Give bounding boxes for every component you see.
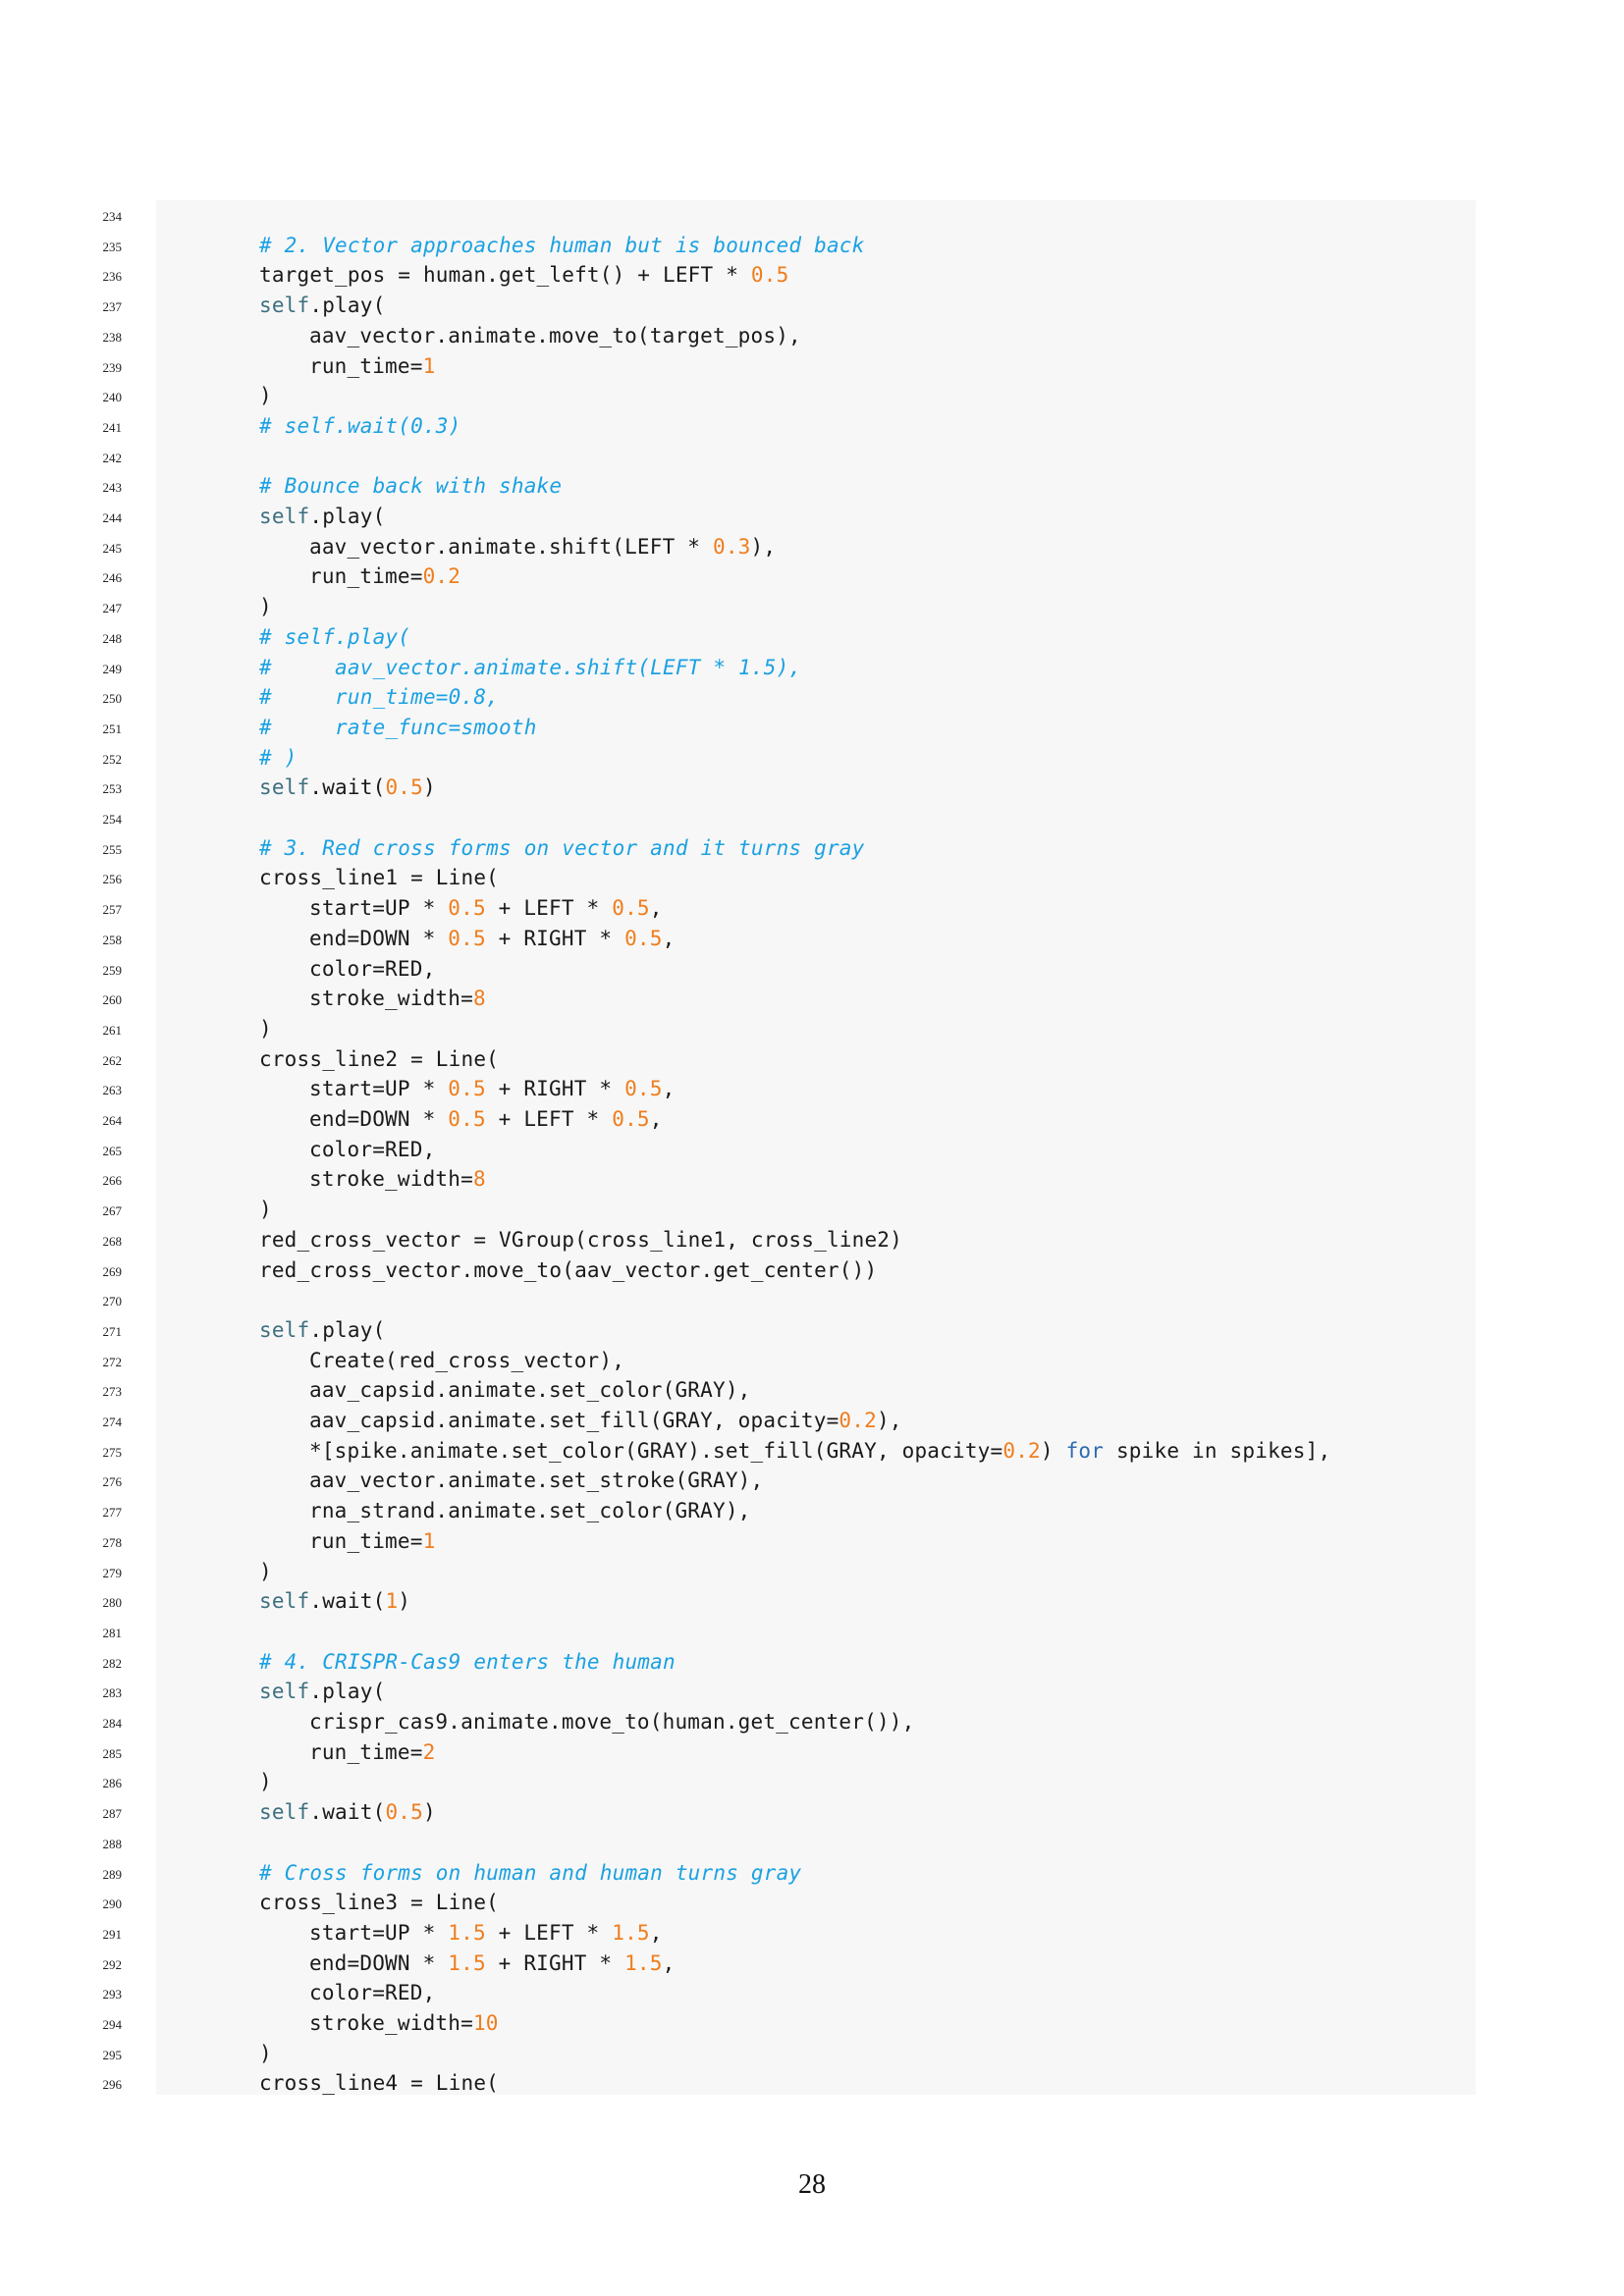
line-number: 248 [102, 630, 122, 646]
code-self: self [259, 1589, 310, 1614]
code-token: ) [259, 1559, 272, 1583]
code-comment: # 2. Vector approaches human but is bounced back [259, 233, 865, 257]
code-token: end=DOWN * [309, 1107, 449, 1131]
code-text [259, 231, 864, 261]
code-number: 8 [472, 1167, 486, 1192]
code-token: + LEFT * [485, 1920, 613, 1945]
line-number: 271 [102, 1323, 122, 1339]
line-number: 242 [102, 450, 122, 465]
code-line [0, 1918, 1624, 1949]
code-line [0, 471, 1624, 502]
line-number: 295 [102, 2047, 122, 2062]
code-token: crispr_cas9.animate.move_to(human.get_center()), [309, 1710, 915, 1734]
code-token: .play( [309, 1680, 386, 1704]
code-text [259, 863, 499, 893]
code-line [0, 2068, 1624, 2099]
code-number: 0.5 [612, 896, 650, 921]
line-number: 279 [102, 1565, 122, 1580]
line-number: 250 [102, 691, 122, 707]
code-line [0, 231, 1624, 261]
code-token: cross_line1 = Line( [259, 866, 500, 890]
code-line [0, 1949, 1624, 1979]
code-token: spike in spikes], [1104, 1438, 1331, 1463]
code-token: target_pos = human.get_left() + LEFT * [259, 263, 751, 288]
line-number: 287 [102, 1806, 122, 1822]
code-text [309, 2008, 499, 2039]
line-number: 296 [102, 2077, 122, 2093]
code-text [259, 291, 385, 321]
code-number: 0.2 [422, 564, 461, 589]
code-line [0, 1586, 1624, 1617]
code-line [0, 773, 1624, 803]
code-number: 0.5 [750, 263, 789, 288]
code-line [0, 924, 1624, 954]
code-token: run_time= [309, 1739, 423, 1764]
code-text [309, 1496, 751, 1526]
code-token: .play( [309, 294, 386, 318]
code-token: , [649, 896, 663, 921]
code-token: cross_line3 = Line( [259, 1891, 500, 1915]
line-number: 293 [102, 1987, 122, 2002]
code-token: cross_line2 = Line( [259, 1046, 500, 1071]
code-token: end=DOWN * [309, 926, 449, 950]
line-number: 274 [102, 1415, 122, 1429]
line-number: 256 [102, 872, 122, 887]
code-line [0, 1496, 1624, 1526]
code-self: self [259, 1317, 310, 1342]
code-token: run_time= [309, 1528, 423, 1553]
code-token: .wait( [309, 1800, 386, 1825]
code-token: , [662, 1077, 676, 1101]
code-line [0, 833, 1624, 864]
code-token: color=RED, [309, 1981, 436, 2005]
code-line [0, 1255, 1624, 1286]
code-text [259, 1315, 385, 1346]
line-number: 246 [102, 570, 122, 586]
code-text [309, 954, 435, 985]
code-line [0, 411, 1624, 442]
code-number: 0.5 [385, 1800, 423, 1825]
code-token: ) [259, 595, 272, 619]
code-text [259, 1557, 272, 1587]
code-token: Create(red_cross_vector), [309, 1348, 625, 1372]
code-line [0, 1285, 1624, 1315]
code-number: 0.5 [385, 775, 423, 800]
code-text [259, 1767, 272, 1797]
code-text [309, 1436, 1330, 1467]
code-number: 1 [385, 1589, 399, 1614]
code-line [0, 1617, 1624, 1647]
code-line [0, 1014, 1624, 1044]
line-number: 235 [102, 239, 122, 254]
line-number: 285 [102, 1745, 122, 1761]
line-number: 278 [102, 1534, 122, 1550]
code-token: stroke_width= [309, 2011, 473, 2035]
code-line [0, 1164, 1624, 1195]
code-text [309, 893, 663, 924]
line-number: 277 [102, 1505, 122, 1521]
code-token: + RIGHT * [485, 1077, 625, 1101]
code-token: + RIGHT * [485, 926, 625, 950]
code-text [259, 1858, 801, 1889]
line-number: 260 [102, 992, 122, 1008]
line-number: 261 [102, 1022, 122, 1038]
code-token: ), [750, 534, 777, 559]
code-number: 0.2 [1002, 1438, 1041, 1463]
code-token: *[spike.animate.set_color(GRAY).set_fill(GRAY, opacity= [309, 1438, 1003, 1463]
line-number: 264 [102, 1113, 122, 1128]
code-text [259, 2039, 272, 2069]
code-text [259, 1195, 272, 1225]
code-line [0, 1647, 1624, 1678]
code-token: , [662, 926, 676, 950]
line-number: 251 [102, 721, 122, 736]
code-token: color=RED, [309, 1137, 436, 1161]
code-token: ) [422, 775, 436, 800]
code-token: ), [876, 1409, 902, 1432]
code-number: 0.5 [448, 896, 486, 921]
code-token: start=UP * [309, 896, 449, 921]
code-comment: # Cross forms on human and human turns gray [259, 1860, 802, 1885]
code-line [0, 1737, 1624, 1768]
code-number: 8 [472, 987, 486, 1011]
code-self: self [259, 294, 310, 318]
code-line [0, 682, 1624, 713]
code-line [0, 381, 1624, 411]
code-line [0, 1195, 1624, 1225]
code-line [0, 291, 1624, 321]
code-line [0, 803, 1624, 833]
code-number: 1.5 [448, 1950, 486, 1975]
code-text [259, 1225, 902, 1255]
line-number: 291 [102, 1926, 122, 1942]
code-line [0, 863, 1624, 893]
code-line [0, 893, 1624, 924]
code-token: rna_strand.animate.set_color(GRAY), [309, 1499, 751, 1523]
code-token: aav_vector.animate.set_stroke(GRAY), [309, 1468, 764, 1493]
code-text [259, 713, 537, 743]
code-token: + RIGHT * [485, 1950, 625, 1975]
code-line [0, 1135, 1624, 1165]
code-text [309, 532, 776, 562]
code-line [0, 502, 1624, 532]
code-token: , [662, 1950, 676, 1975]
code-text [309, 984, 486, 1014]
line-number: 276 [102, 1474, 122, 1490]
code-token: , [649, 1920, 663, 1945]
code-line [0, 561, 1624, 592]
page-number: 28 [798, 2169, 826, 2200]
code-text [259, 1586, 410, 1617]
code-token: ) [259, 1770, 272, 1794]
code-token: + LEFT * [485, 1107, 613, 1131]
code-token: end=DOWN * [309, 1950, 449, 1975]
code-line [0, 442, 1624, 472]
code-text [259, 653, 801, 683]
code-line [0, 2008, 1624, 2039]
code-number: 2 [422, 1739, 436, 1764]
line-number: 272 [102, 1354, 122, 1369]
code-number: 0.5 [448, 1107, 486, 1131]
code-text [259, 773, 436, 803]
code-line [0, 1828, 1624, 1858]
code-text [259, 682, 499, 713]
code-token: .play( [309, 505, 386, 528]
code-text [259, 260, 788, 291]
code-line [0, 1978, 1624, 2008]
line-number: 257 [102, 902, 122, 918]
code-token: ) [259, 1016, 272, 1041]
code-token: aav_vector.animate.shift(LEFT * [309, 534, 713, 559]
code-text [309, 561, 460, 592]
code-text [309, 1406, 902, 1436]
line-number: 270 [102, 1294, 122, 1309]
code-text [309, 321, 801, 351]
code-line [0, 1707, 1624, 1737]
code-line [0, 1074, 1624, 1104]
line-number: 294 [102, 2017, 122, 2032]
code-number: 0.2 [839, 1409, 877, 1432]
code-line [0, 592, 1624, 622]
code-line [0, 743, 1624, 774]
code-text [259, 502, 385, 532]
code-text [259, 1255, 877, 1286]
code-text [259, 381, 272, 411]
line-number: 273 [102, 1384, 122, 1400]
code-number: 0.5 [624, 1077, 663, 1101]
code-line [0, 1466, 1624, 1496]
code-number: 1.5 [624, 1950, 663, 1975]
line-number: 283 [102, 1685, 122, 1701]
code-line [0, 351, 1624, 382]
code-line [0, 1557, 1624, 1587]
code-text [309, 924, 675, 954]
line-number: 284 [102, 1716, 122, 1731]
code-text [259, 1014, 272, 1044]
code-text [309, 1737, 435, 1768]
code-line [0, 1104, 1624, 1135]
code-line [0, 1797, 1624, 1828]
code-text [259, 743, 298, 774]
line-number: 239 [102, 359, 122, 375]
code-token: stroke_width= [309, 1167, 473, 1192]
code-text [309, 1375, 751, 1406]
code-token: run_time= [309, 353, 423, 378]
code-token: ) [259, 2041, 272, 2065]
code-token: ) [259, 1198, 272, 1222]
code-token: aav_vector.animate.move_to(target_pos), [309, 323, 801, 347]
code-token: .wait( [309, 1589, 386, 1614]
code-line [0, 200, 1624, 231]
code-line [0, 1858, 1624, 1889]
code-text [309, 1949, 675, 1979]
code-line [0, 2039, 1624, 2069]
code-token: stroke_width= [309, 987, 473, 1011]
code-line [0, 622, 1624, 653]
code-token: ) [422, 1800, 436, 1825]
code-number: 1 [422, 1528, 436, 1553]
code-self: self [259, 505, 310, 528]
code-text [309, 1707, 914, 1737]
code-text [259, 622, 410, 653]
code-text [259, 411, 461, 442]
code-text [309, 1164, 486, 1195]
line-number: 241 [102, 419, 122, 435]
code-comment: # self.play( [259, 624, 411, 649]
code-line [0, 1526, 1624, 1557]
code-text [309, 1978, 435, 2008]
code-text [309, 1135, 435, 1165]
code-line [0, 984, 1624, 1014]
code-text [259, 592, 272, 622]
code-number: 1 [422, 353, 436, 378]
code-comment: # run_time=0.8, [259, 685, 500, 710]
code-text [259, 1888, 499, 1918]
code-comment: # 4. CRISPR-Cas9 enters the human [259, 1649, 676, 1674]
code-line [0, 653, 1624, 683]
code-line [0, 1315, 1624, 1346]
code-self: self [259, 1680, 310, 1704]
line-number: 265 [102, 1143, 122, 1158]
line-number: 290 [102, 1896, 122, 1912]
code-line [0, 1346, 1624, 1376]
code-token: start=UP * [309, 1077, 449, 1101]
code-text [259, 2068, 499, 2099]
code-token: cross_line4 = Line( [259, 2071, 500, 2096]
code-number: 0.3 [712, 534, 751, 559]
line-number: 252 [102, 751, 122, 767]
code-token: start=UP * [309, 1920, 449, 1945]
line-number: 280 [102, 1595, 122, 1611]
code-token: ) [1040, 1438, 1066, 1463]
code-line [0, 1888, 1624, 1918]
code-line [0, 532, 1624, 562]
code-text [259, 833, 864, 864]
line-number: 266 [102, 1173, 122, 1189]
line-number: 281 [102, 1625, 122, 1640]
code-comment: # rate_func=smooth [259, 715, 537, 739]
line-number: 289 [102, 1866, 122, 1882]
line-number: 249 [102, 661, 122, 676]
code-line [0, 1767, 1624, 1797]
code-text [309, 1074, 675, 1104]
line-number: 269 [102, 1263, 122, 1279]
code-text [309, 1918, 663, 1949]
code-text [259, 1797, 436, 1828]
code-token: red_cross_vector.move_to(aav_vector.get_center()) [259, 1257, 878, 1282]
code-text [309, 1466, 763, 1496]
code-text [259, 1677, 385, 1707]
line-number: 286 [102, 1776, 122, 1791]
code-token: + LEFT * [485, 896, 613, 921]
line-number: 234 [102, 209, 122, 224]
code-token: .play( [309, 1317, 386, 1342]
code-token: aav_capsid.animate.set_color(GRAY), [309, 1378, 751, 1403]
line-number: 244 [102, 510, 122, 525]
line-number: 259 [102, 962, 122, 978]
line-number: 253 [102, 781, 122, 797]
code-keyword: for [1065, 1438, 1105, 1463]
code-token: red_cross_vector = VGroup(cross_line1, cross_line2) [259, 1227, 902, 1252]
code-comment: # Bounce back with shake [259, 474, 563, 499]
code-line [0, 321, 1624, 351]
code-line [0, 1406, 1624, 1436]
line-number: 263 [102, 1083, 122, 1098]
line-number: 267 [102, 1203, 122, 1219]
code-line [0, 1677, 1624, 1707]
code-self: self [259, 1800, 310, 1825]
code-line [0, 1225, 1624, 1255]
line-number: 245 [102, 540, 122, 556]
line-number: 243 [102, 480, 122, 496]
code-text [259, 471, 562, 502]
line-number: 275 [102, 1444, 122, 1460]
code-number: 10 [472, 2011, 499, 2035]
code-line [0, 1044, 1624, 1075]
code-comment: # ) [259, 745, 298, 770]
line-number: 254 [102, 812, 122, 827]
line-number: 237 [102, 299, 122, 315]
code-token: aav_capsid.animate.set_fill(GRAY, opacity= [309, 1409, 839, 1432]
code-number: 0.5 [612, 1107, 650, 1131]
line-number: 268 [102, 1233, 122, 1249]
code-line [0, 954, 1624, 985]
line-number: 247 [102, 601, 122, 616]
line-number: 262 [102, 1052, 122, 1068]
code-token: , [649, 1107, 663, 1131]
line-number: 238 [102, 329, 122, 345]
line-number: 240 [102, 390, 122, 405]
code-text [309, 351, 435, 382]
code-token: ) [259, 384, 272, 408]
code-line [0, 713, 1624, 743]
code-token: run_time= [309, 564, 423, 589]
code-number: 1.5 [612, 1920, 650, 1945]
line-number: 292 [102, 1956, 122, 1972]
code-token: ) [398, 1589, 411, 1614]
code-comment: # 3. Red cross forms on vector and it turns gray [259, 835, 865, 860]
line-number: 288 [102, 1836, 122, 1851]
code-number: 1.5 [448, 1920, 486, 1945]
line-number: 236 [102, 269, 122, 285]
code-token: .wait( [309, 775, 386, 800]
line-number: 255 [102, 841, 122, 857]
code-self: self [259, 775, 310, 800]
code-line [0, 260, 1624, 291]
code-text [259, 1044, 499, 1075]
code-number: 0.5 [624, 926, 663, 950]
code-text [309, 1104, 663, 1135]
code-text [309, 1526, 435, 1557]
line-number: 282 [102, 1655, 122, 1671]
code-line [0, 1375, 1624, 1406]
code-comment: # aav_vector.animate.shift(LEFT * 1.5), [259, 655, 802, 679]
code-comment: # self.wait(0.3) [259, 413, 461, 438]
line-number: 258 [102, 932, 122, 947]
code-token: color=RED, [309, 956, 436, 981]
code-line [0, 1436, 1624, 1467]
code-text [259, 1647, 676, 1678]
code-number: 0.5 [448, 1077, 486, 1101]
code-text [309, 1346, 624, 1376]
code-number: 0.5 [448, 926, 486, 950]
